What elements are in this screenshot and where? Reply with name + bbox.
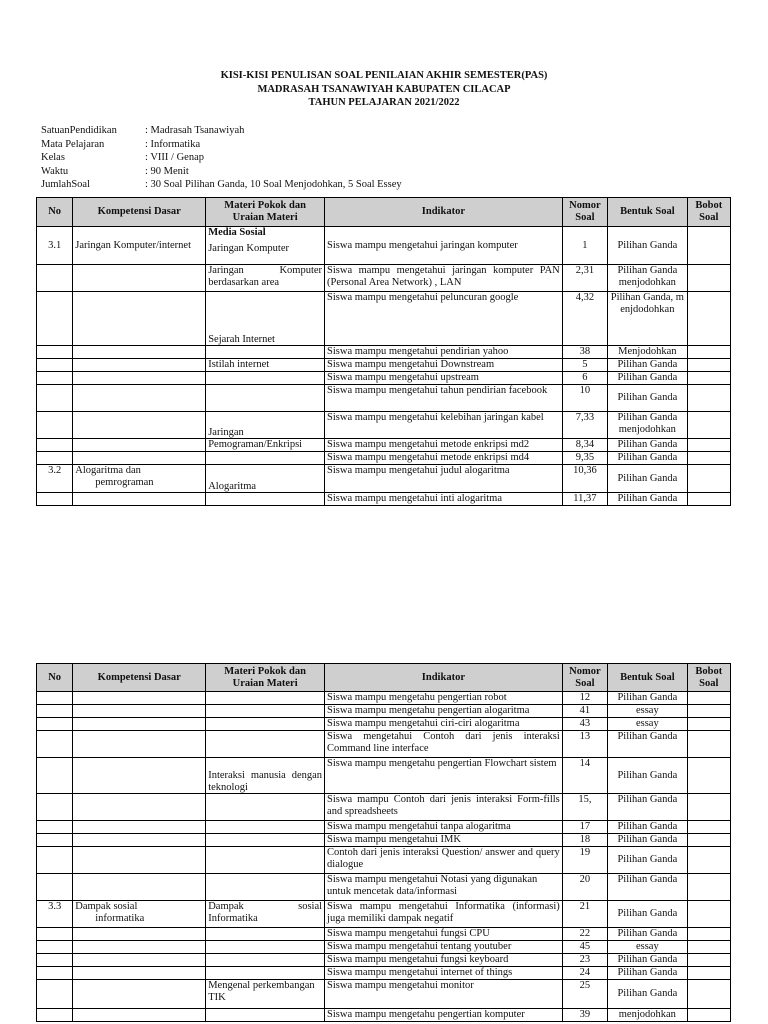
cell-bentuk: essay <box>608 941 688 954</box>
cell-nomor: 38 <box>562 346 607 359</box>
cell-nomor: 45 <box>562 941 607 954</box>
cell-materi <box>206 493 325 506</box>
cell-no <box>37 705 73 718</box>
cell-kompetensi <box>73 731 206 758</box>
cell-bobot <box>687 718 730 731</box>
cell-bobot <box>687 385 730 412</box>
cell-bentuk: Pilihan Ganda <box>608 821 688 834</box>
cell-kompetensi <box>73 452 206 465</box>
cell-materi: Jaringan <box>206 412 325 439</box>
cell-bentuk: Pilihan Ganda <box>608 227 688 265</box>
cell-bobot <box>687 928 730 941</box>
cell-materi: Jaringan Komputer berdasarkan area <box>206 265 325 292</box>
meta-row <box>41 178 402 192</box>
cell-bentuk: Pilihan Ganda <box>608 385 688 412</box>
cell-bentuk: Pilihan Ganda <box>608 901 688 928</box>
cell-indikator: Siswa mampu mengetahu pengertian komputer <box>325 1009 563 1022</box>
cell-materi <box>206 941 325 954</box>
materi-text: Jaringan Komputer <box>208 242 289 254</box>
cell-indikator: Siswa mampu mengetahu pengertian alogaritma <box>325 705 563 718</box>
cell-no <box>37 372 73 385</box>
cell-no <box>37 412 73 439</box>
table-row <box>37 292 731 346</box>
cell-indikator: Siswa mampu mengetahui metode enkripsi md4 <box>325 452 563 465</box>
cell-kompetensi <box>73 941 206 954</box>
cell-nomor: 22 <box>562 928 607 941</box>
cell-indikator: Siswa mampu mengetahui jaringan komputer <box>325 227 563 265</box>
table-row <box>37 874 731 901</box>
cell-bentuk: Pilihan Ganda <box>608 372 688 385</box>
cell-bobot <box>687 292 730 346</box>
meta-row <box>41 124 402 138</box>
cell-nomor: 15, <box>562 794 607 821</box>
header-kompetensi-dasar: Kompetensi Dasar <box>73 664 206 692</box>
cell-indikator: Siswa mampu mengetahui kelebihan jaringan kabel <box>325 412 563 439</box>
table-header-row <box>37 198 731 227</box>
table-row <box>37 967 731 980</box>
cell-indikator: Siswa mampu Contoh dari jenis interaksi Form-fills and spreadsheets <box>325 794 563 821</box>
cell-indikator: Siswa mampu mengetahui IMK <box>325 834 563 847</box>
cell-kompetensi <box>73 834 206 847</box>
cell-no <box>37 346 73 359</box>
cell-indikator: Siswa mampu mengetahui tanpa alogaritma <box>325 821 563 834</box>
title-line-1: KISI-KISI PENULISAN SOAL PENILAIAN AKHIR SEMESTER(PAS) <box>220 70 548 81</box>
cell-bentuk: Pilihan Ganda <box>608 439 688 452</box>
cell-materi <box>206 731 325 758</box>
document-title <box>0 69 768 110</box>
cell-materi <box>206 705 325 718</box>
cell-indikator: Siswa mampu mengetahui pendirian yahoo <box>325 346 563 359</box>
cell-indikator: Siswa mampu mengetahui fungsi CPU <box>325 928 563 941</box>
cell-materi <box>206 692 325 705</box>
cell-no <box>37 385 73 412</box>
cell-kompetensi <box>73 412 206 439</box>
meta-value: : 30 Soal Pilihan Ganda, 10 Soal Menjodohkan, 5 Soal Essey <box>145 179 402 190</box>
kd-line-1: Dampak sosial <box>75 901 138 912</box>
table-row <box>37 705 731 718</box>
cell-nomor: 6 <box>562 372 607 385</box>
cell-no <box>37 941 73 954</box>
cell-bentuk: essay <box>608 705 688 718</box>
table-row <box>37 265 731 292</box>
cell-bobot <box>687 874 730 901</box>
cell-nomor: 7,33 <box>562 412 607 439</box>
cell-bentuk: Pilihan Ganda, menjdodohkan <box>608 292 688 346</box>
cell-nomor: 13 <box>562 731 607 758</box>
table-row <box>37 954 731 967</box>
header-bobot-soal: Bobot Soal <box>687 664 730 692</box>
cell-materi <box>206 847 325 874</box>
cell-bobot <box>687 954 730 967</box>
cell-indikator: Siswa mampu mengetahui monitor <box>325 980 563 1009</box>
kd-line-2: informatika <box>95 912 145 924</box>
cell-indikator: Siswa mampu mengetahui tentang youtuber <box>325 941 563 954</box>
cell-bobot <box>687 265 730 292</box>
cell-materi <box>206 1009 325 1022</box>
cell-nomor: 17 <box>562 821 607 834</box>
cell-bentuk: Pilihan Ganda menjodohkan <box>608 412 688 439</box>
cell-materi: Alogaritma <box>206 465 325 493</box>
table-row <box>37 941 731 954</box>
cell-materi <box>206 967 325 980</box>
cell-bentuk: Pilihan Ganda <box>608 834 688 847</box>
meta-key: Mata Pelajaran <box>41 138 105 150</box>
cell-no <box>37 874 73 901</box>
table-row <box>37 692 731 705</box>
cell-nomor: 4,32 <box>562 292 607 346</box>
cell-indikator: Siswa mampu mengetahui judul alogaritma <box>325 465 563 493</box>
cell-materi <box>206 718 325 731</box>
cell-bobot <box>687 359 730 372</box>
cell-kompetensi <box>73 359 206 372</box>
cell-materi: Sejarah Internet <box>206 292 325 346</box>
cell-no <box>37 718 73 731</box>
cell-kompetensi <box>73 901 206 928</box>
meta-key: SatuanPendidikan <box>41 125 117 136</box>
header-bentuk-soal: Bentuk Soal <box>608 198 688 227</box>
header-bentuk-soal: Bentuk Soal <box>608 664 688 692</box>
cell-kompetensi <box>73 1009 206 1022</box>
cell-nomor: 8,34 <box>562 439 607 452</box>
cell-bobot <box>687 794 730 821</box>
cell-kompetensi <box>73 372 206 385</box>
cell-kompetensi <box>73 718 206 731</box>
cell-nomor: 5 <box>562 359 607 372</box>
cell-nomor: 9,35 <box>562 452 607 465</box>
cell-kompetensi <box>73 954 206 967</box>
cell-bentuk: Pilihan Ganda <box>608 452 688 465</box>
cell-no <box>37 954 73 967</box>
cell-nomor: 21 <box>562 901 607 928</box>
cell-kompetensi <box>73 705 206 718</box>
meta-row <box>41 151 402 165</box>
table-row <box>37 901 731 928</box>
cell-bentuk: Pilihan Ganda <box>608 465 688 493</box>
cell-kompetensi <box>73 465 206 493</box>
cell-bentuk: Menjodohkan <box>608 346 688 359</box>
cell-kompetensi <box>73 493 206 506</box>
table-row <box>37 452 731 465</box>
cell-materi <box>206 874 325 901</box>
cell-bobot <box>687 227 730 265</box>
cell-bobot <box>687 834 730 847</box>
cell-indikator: Siswa mampu mengetahui metode enkripsi md2 <box>325 439 563 452</box>
cell-bobot <box>687 705 730 718</box>
header-indikator: Indikator <box>325 198 563 227</box>
cell-kompetensi <box>73 821 206 834</box>
cell-no: 3.1 <box>37 227 73 265</box>
materi-heading: Media Sosial <box>208 227 266 238</box>
cell-materi <box>206 372 325 385</box>
table-row <box>37 493 731 506</box>
cell-materi <box>206 385 325 412</box>
cell-indikator: Siswa mampu mengetahu pengertian robot <box>325 692 563 705</box>
table-row <box>37 821 731 834</box>
table-row <box>37 847 731 874</box>
cell-bentuk: essay <box>608 718 688 731</box>
header-materi: Materi Pokok dan Uraian Materi <box>206 664 325 692</box>
cell-bentuk: Pilihan Ganda <box>608 874 688 901</box>
cell-materi <box>206 928 325 941</box>
cell-bobot <box>687 847 730 874</box>
cell-no <box>37 452 73 465</box>
header-indikator: Indikator <box>325 664 563 692</box>
table-row <box>37 980 731 1009</box>
cell-no <box>37 439 73 452</box>
meta-value: : VIII / Genap <box>145 152 204 163</box>
cell-kompetensi <box>73 385 206 412</box>
cell-materi: Mengenal perkembangan TIK <box>206 980 325 1009</box>
cell-nomor: 18 <box>562 834 607 847</box>
cell-no: 3.2 <box>37 465 73 493</box>
cell-nomor: 10,36 <box>562 465 607 493</box>
meta-row <box>41 165 402 179</box>
meta-value: : 90 Menit <box>145 165 189 177</box>
cell-bentuk: Pilihan Ganda <box>608 359 688 372</box>
table-row <box>37 439 731 452</box>
cell-bobot <box>687 372 730 385</box>
cell-kompetensi <box>73 692 206 705</box>
cell-bentuk: Pilihan Ganda <box>608 847 688 874</box>
cell-materi <box>206 794 325 821</box>
cell-bentuk: Pilihan Ganda <box>608 794 688 821</box>
cell-bobot <box>687 692 730 705</box>
cell-indikator: Siswa mampu mengetahui peluncuran google <box>325 292 563 346</box>
header-no: No <box>37 664 73 692</box>
cell-materi <box>206 346 325 359</box>
header-nomor-soal: Nomor Soal <box>562 664 607 692</box>
cell-nomor: 23 <box>562 954 607 967</box>
kd-line-1: Alogaritma dan <box>75 465 141 476</box>
cell-nomor: 19 <box>562 847 607 874</box>
cell-nomor: 12 <box>562 692 607 705</box>
cell-indikator: Siswa mampu mengetahui internet of things <box>325 967 563 980</box>
table-row <box>37 227 731 265</box>
cell-bobot <box>687 941 730 954</box>
table-row <box>37 794 731 821</box>
cell-indikator: Siswa mampu mengetahui inti alogaritma <box>325 493 563 506</box>
table-row <box>37 928 731 941</box>
cell-bentuk: Pilihan Ganda menjodohkan <box>608 265 688 292</box>
table-header-row <box>37 664 731 692</box>
cell-kompetensi <box>73 874 206 901</box>
cell-kompetensi <box>73 928 206 941</box>
cell-indikator: Siswa mampu mengetahu pengertian Flowchart sistem <box>325 758 563 794</box>
cell-nomor: 39 <box>562 1009 607 1022</box>
cell-bobot <box>687 465 730 493</box>
cell-bobot <box>687 412 730 439</box>
cell-materi: Pemograman/Enkripsi <box>206 439 325 452</box>
cell-no <box>37 928 73 941</box>
cell-bobot <box>687 452 730 465</box>
kd-line-2: pemrograman <box>95 476 154 488</box>
cell-kompetensi <box>73 292 206 346</box>
cell-bentuk: Pilihan Ganda <box>608 954 688 967</box>
cell-bentuk: Pilihan Ganda <box>608 731 688 758</box>
cell-nomor: 14 <box>562 758 607 794</box>
cell-no <box>37 758 73 794</box>
cell-nomor: 24 <box>562 967 607 980</box>
cell-kompetensi <box>73 346 206 359</box>
cell-kompetensi: Jaringan Komputer/internet <box>73 227 206 265</box>
cell-materi <box>206 821 325 834</box>
cell-nomor: 20 <box>562 874 607 901</box>
table-row <box>37 731 731 758</box>
meta-row <box>41 138 402 152</box>
cell-bentuk: Pilihan Ganda <box>608 967 688 980</box>
table-row <box>37 465 731 493</box>
cell-bentuk: Pilihan Ganda <box>608 692 688 705</box>
cell-no <box>37 821 73 834</box>
table-row <box>37 834 731 847</box>
cell-indikator: Siswa mampu mengetahui fungsi keyboard <box>325 954 563 967</box>
cell-no <box>37 265 73 292</box>
cell-bentuk: Pilihan Ganda <box>608 493 688 506</box>
cell-indikator: Siswa mampu mengetahui upstream <box>325 372 563 385</box>
cell-kompetensi <box>73 980 206 1009</box>
cell-no <box>37 692 73 705</box>
kisi-kisi-table-1 <box>36 197 731 506</box>
table-row <box>37 758 731 794</box>
cell-materi <box>206 954 325 967</box>
meta-value: : Madrasah Tsanawiyah <box>145 125 245 136</box>
cell-no <box>37 980 73 1009</box>
cell-bobot <box>687 980 730 1009</box>
cell-indikator: Contoh dari jenis interaksi Question/ answer and query dialogue <box>325 847 563 874</box>
cell-indikator: Siswa mengetahui Contoh dari jenis interaksi Command line interface <box>325 731 563 758</box>
cell-no: 3.3 <box>37 901 73 928</box>
cell-indikator: Siswa mampu mengetahui jaringan komputer PAN (Personal Area Network) , LAN <box>325 265 563 292</box>
kisi-kisi-table-2 <box>36 663 731 1022</box>
meta-key: JumlahSoal <box>41 179 90 190</box>
table-row <box>37 359 731 372</box>
cell-bobot <box>687 439 730 452</box>
cell-no <box>37 493 73 506</box>
cell-no <box>37 967 73 980</box>
table-row <box>37 412 731 439</box>
table-row <box>37 385 731 412</box>
cell-no <box>37 731 73 758</box>
cell-bobot <box>687 346 730 359</box>
cell-nomor: 11,37 <box>562 493 607 506</box>
cell-indikator: Siswa mampu mengetahui ciri-ciri alogaritma <box>325 718 563 731</box>
cell-bobot <box>687 493 730 506</box>
cell-kompetensi <box>73 967 206 980</box>
document-meta <box>41 124 402 192</box>
header-bobot-soal: Bobot Soal <box>687 198 730 227</box>
cell-no <box>37 834 73 847</box>
cell-kompetensi <box>73 847 206 874</box>
header-nomor-soal: Nomor Soal <box>562 198 607 227</box>
cell-no <box>37 1009 73 1022</box>
header-no: No <box>37 198 73 227</box>
cell-no <box>37 847 73 874</box>
cell-indikator: Siswa mampu mengetahui Downstream <box>325 359 563 372</box>
cell-materi: Interaksi manusia dengan teknologi <box>206 758 325 794</box>
cell-kompetensi <box>73 439 206 452</box>
cell-bentuk: Pilihan Ganda <box>608 928 688 941</box>
cell-bobot <box>687 731 730 758</box>
header-kompetensi-dasar: Kompetensi Dasar <box>73 198 206 227</box>
cell-kompetensi <box>73 758 206 794</box>
cell-bobot <box>687 1009 730 1022</box>
table-row <box>37 1009 731 1022</box>
cell-bobot <box>687 901 730 928</box>
cell-nomor: 41 <box>562 705 607 718</box>
cell-nomor: 43 <box>562 718 607 731</box>
cell-bobot <box>687 821 730 834</box>
table-row <box>37 346 731 359</box>
cell-nomor: 10 <box>562 385 607 412</box>
cell-bentuk: menjodohkan <box>608 1009 688 1022</box>
cell-indikator: Siswa mampu mengetahui tahun pendirian facebook <box>325 385 563 412</box>
meta-key: Kelas <box>41 152 65 163</box>
table-row <box>37 372 731 385</box>
meta-value: : Informatika <box>145 138 201 150</box>
cell-nomor: 1 <box>562 227 607 265</box>
table-row <box>37 718 731 731</box>
cell-nomor: 2,31 <box>562 265 607 292</box>
cell-no <box>37 794 73 821</box>
cell-indikator: Siswa mampu mengetahui Notasi yang digunakan untuk mencetak data/informasi <box>325 874 563 901</box>
cell-bobot <box>687 758 730 794</box>
cell-no <box>37 359 73 372</box>
cell-bentuk: Pilihan Ganda <box>608 758 688 794</box>
cell-kompetensi <box>73 794 206 821</box>
cell-materi: Istilah internet <box>206 359 325 372</box>
cell-materi: Dampak sosial Informatika <box>206 901 325 928</box>
header-materi: Materi Pokok dan Uraian Materi <box>206 198 325 227</box>
title-line-3: TAHUN PELAJARAN 2021/2022 <box>308 97 460 108</box>
cell-no <box>37 292 73 346</box>
cell-materi <box>206 452 325 465</box>
cell-bobot <box>687 967 730 980</box>
cell-bentuk: Pilihan Ganda <box>608 980 688 1009</box>
title-line-2: MADRASAH TSANAWIYAH KABUPATEN CILACAP <box>257 83 511 95</box>
cell-nomor: 25 <box>562 980 607 1009</box>
cell-materi <box>206 834 325 847</box>
cell-indikator: Siswa mampu mengetahui Informatika (informasi) juga memiliki dampak negatif <box>325 901 563 928</box>
meta-key: Waktu <box>41 165 69 177</box>
cell-materi <box>206 227 325 265</box>
cell-kompetensi <box>73 265 206 292</box>
